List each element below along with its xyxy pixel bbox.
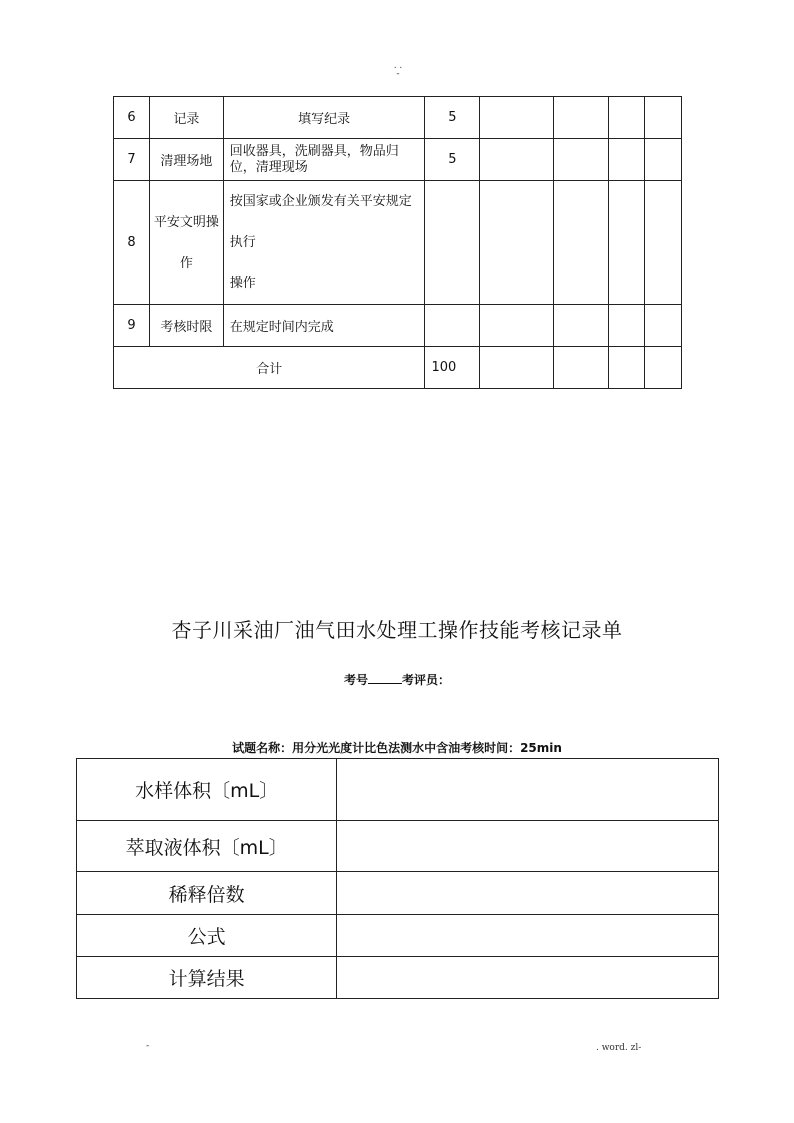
field-label: 公式 [77, 915, 337, 957]
field-label: 萃取液体积〔mL〕 [77, 821, 337, 872]
table-row [114, 139, 682, 181]
empty-cell [645, 139, 682, 181]
row-content [223, 181, 425, 305]
record-row [77, 759, 719, 821]
field-label: 水样体积〔mL〕 [77, 759, 337, 821]
empty-cell [554, 97, 609, 139]
footer-left: - [146, 1041, 150, 1051]
empty-cell [554, 347, 609, 389]
empty-cell [480, 139, 554, 181]
field-value[interactable] [337, 759, 719, 821]
row-content: 填写纪录 [223, 97, 425, 139]
empty-cell [645, 181, 682, 305]
empty-cell [645, 305, 682, 347]
total-row [114, 347, 682, 389]
row-item-line: 平安文明操 [153, 214, 219, 230]
empty-cell [645, 97, 682, 139]
empty-cell [480, 181, 554, 305]
row-score: 5 [425, 139, 480, 181]
field-value[interactable] [337, 957, 719, 999]
row-content: 回收器具，洗刷器具，物品归位，清理现场 [223, 139, 425, 181]
row-item-line: 作 [179, 255, 193, 271]
examinee-line [0, 671, 794, 688]
empty-cell [609, 139, 645, 181]
header-dash: - [396, 69, 400, 79]
row-content: 在规定时间内完成 [223, 305, 425, 347]
empty-cell [609, 181, 645, 305]
field-value[interactable] [337, 821, 719, 872]
question-title: 试题名称：用分光光度计比色法测水中含油考核时间：25min [232, 741, 562, 755]
row-item: 考核时限 [149, 305, 223, 347]
field-label: 稀释倍数 [77, 872, 337, 915]
field-value[interactable] [337, 915, 719, 957]
empty-cell [554, 181, 609, 305]
empty-cell [480, 305, 554, 347]
total-score: 100 [425, 347, 480, 389]
empty-cell [480, 97, 554, 139]
total-label: 合计 [114, 347, 425, 389]
header-dots: . . [393, 61, 403, 71]
row-item: 记录 [149, 97, 223, 139]
table-row [114, 305, 682, 347]
table-row [114, 181, 682, 305]
row-number: 8 [114, 181, 150, 305]
record-table [76, 758, 719, 999]
row-number: 7 [114, 139, 150, 181]
row-number: 6 [114, 97, 150, 139]
examinee-blank-field[interactable] [368, 673, 402, 684]
empty-cell [609, 97, 645, 139]
empty-cell [609, 305, 645, 347]
record-row [77, 872, 719, 915]
record-row [77, 957, 719, 999]
empty-cell [609, 347, 645, 389]
footer-right: . word. zl- [596, 1043, 642, 1053]
record-row [77, 821, 719, 872]
field-value[interactable] [337, 872, 719, 915]
row-content-line: 按国家或企业颁发有关平安规定执行 [229, 194, 412, 250]
row-score [425, 181, 480, 305]
row-score: 5 [425, 97, 480, 139]
row-number: 9 [114, 305, 150, 347]
row-score [425, 305, 480, 347]
empty-cell [554, 139, 609, 181]
empty-cell [554, 305, 609, 347]
field-label: 计算结果 [77, 957, 337, 999]
page-header-mark [388, 62, 408, 78]
row-content-line: 操作 [229, 276, 256, 291]
form-title: 杏子川采油厂油气田水处理工操作技能考核记录单 [171, 618, 623, 642]
row-item: 清理场地 [149, 139, 223, 181]
empty-cell [480, 347, 554, 389]
table-row [114, 97, 682, 139]
evaluator-label: 考评员： [402, 673, 451, 687]
examinee-label: 考号 [343, 673, 368, 687]
score-table [113, 96, 682, 389]
empty-cell [645, 347, 682, 389]
record-row [77, 915, 719, 957]
row-item [149, 181, 223, 305]
